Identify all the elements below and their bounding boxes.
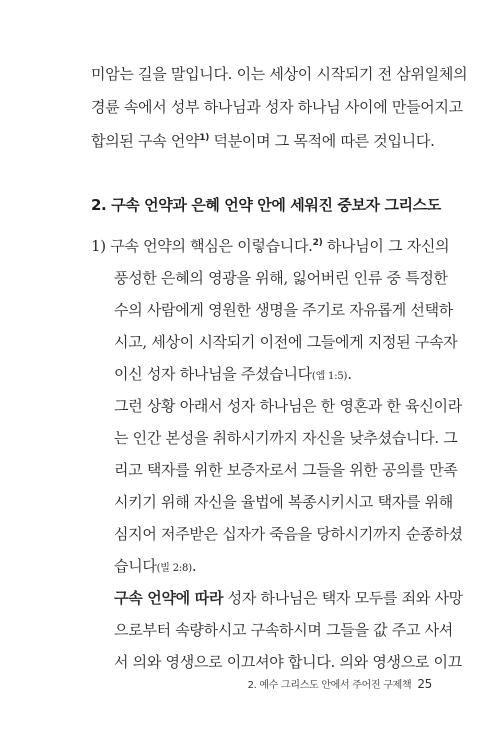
text-line [114,588,463,608]
page-footer [248,676,432,691]
text-line [114,396,462,416]
text-span: 하나님이 그 자신의 [322,237,450,255]
text-span: . [191,557,197,575]
text-line [114,652,462,672]
text-span: 서 의와 영생으로 이끄셔야 합니다. 의와 영생으로 이끄 [114,653,462,671]
text-span: 리고 택자를 위한 보증자로서 그들을 위한 공의를 만족 [114,461,458,479]
scripture-reference: (엡 1:5) [311,371,348,382]
text-span: 수의 사람에게 영원한 생명을 주기로 자유롭게 선택하 [114,301,453,319]
text-line [114,364,352,387]
text-span: 경륜 속에서 성부 하나님과 성자 하나님 사이에 만들어지고 [91,98,463,116]
text-span: 1) 구속 언약의 핵심은 이렇습니다. [91,237,313,255]
text-span: . [347,365,352,383]
text-span: 습니다 [114,557,157,575]
text-line [91,97,463,117]
section-heading: 2. 구속 언약과 은혜 언약 안에 세워진 중보자 그리스도 [91,196,441,214]
text-span: 심지어 저주받은 십자가 죽음을 당하시기까지 순종하셨 [114,525,463,543]
text-line [114,428,457,448]
text-span: 풍성한 은혜의 영광을 위해, 잃어버린 인류 중 특정한 [114,269,448,287]
text-span: 합의된 구속 언약 [91,132,200,150]
text-span: 성자 하나님은 택자 모두를 죄와 사망 [223,589,463,607]
text-line [114,556,196,579]
text-line [91,64,467,84]
text-line [114,300,453,320]
emphasis-text: 구속 언약에 따라 [114,589,224,607]
text-line [114,524,463,544]
text-span: 이신 성자 하나님을 주셨습니다 [114,365,312,383]
text-line [91,236,449,256]
scripture-reference: (빌 2:8) [156,563,192,574]
text-span: 시키기 위해 자신을 율법에 복종시키시고 택자를 위해 [114,493,453,511]
text-span: 미암는 길을 말입니다. 이는 세상이 시작되기 전 삼위일체의 [91,65,468,83]
text-line [114,492,453,512]
text-span: 시고, 세상이 시작되기 이전에 그들에게 지정된 구속자 [114,333,458,351]
footnote-marker: 1) [199,133,210,143]
text-line [114,460,457,480]
footnote-marker: 2) [312,238,323,248]
text-line [114,332,457,352]
text-span: 는 인간 본성을 취하시기까지 자신을 낮추셨습니다. 그 [114,429,458,447]
text-line [91,131,435,151]
text-line [114,268,448,288]
text-span: 으로부터 속량하시고 구속하시며 그들을 값 주고 사셔 [114,621,453,639]
running-title: 2. 예수 그리스도 안에서 주어진 구제책 [247,680,412,691]
text-span: 덕분이며 그 목적에 따른 것입니다. [209,132,435,150]
page-number: 25 [417,677,432,691]
text-line [114,620,453,640]
text-span: 그런 상황 아래서 성자 하나님은 한 영혼과 한 육신이라 [114,397,462,415]
